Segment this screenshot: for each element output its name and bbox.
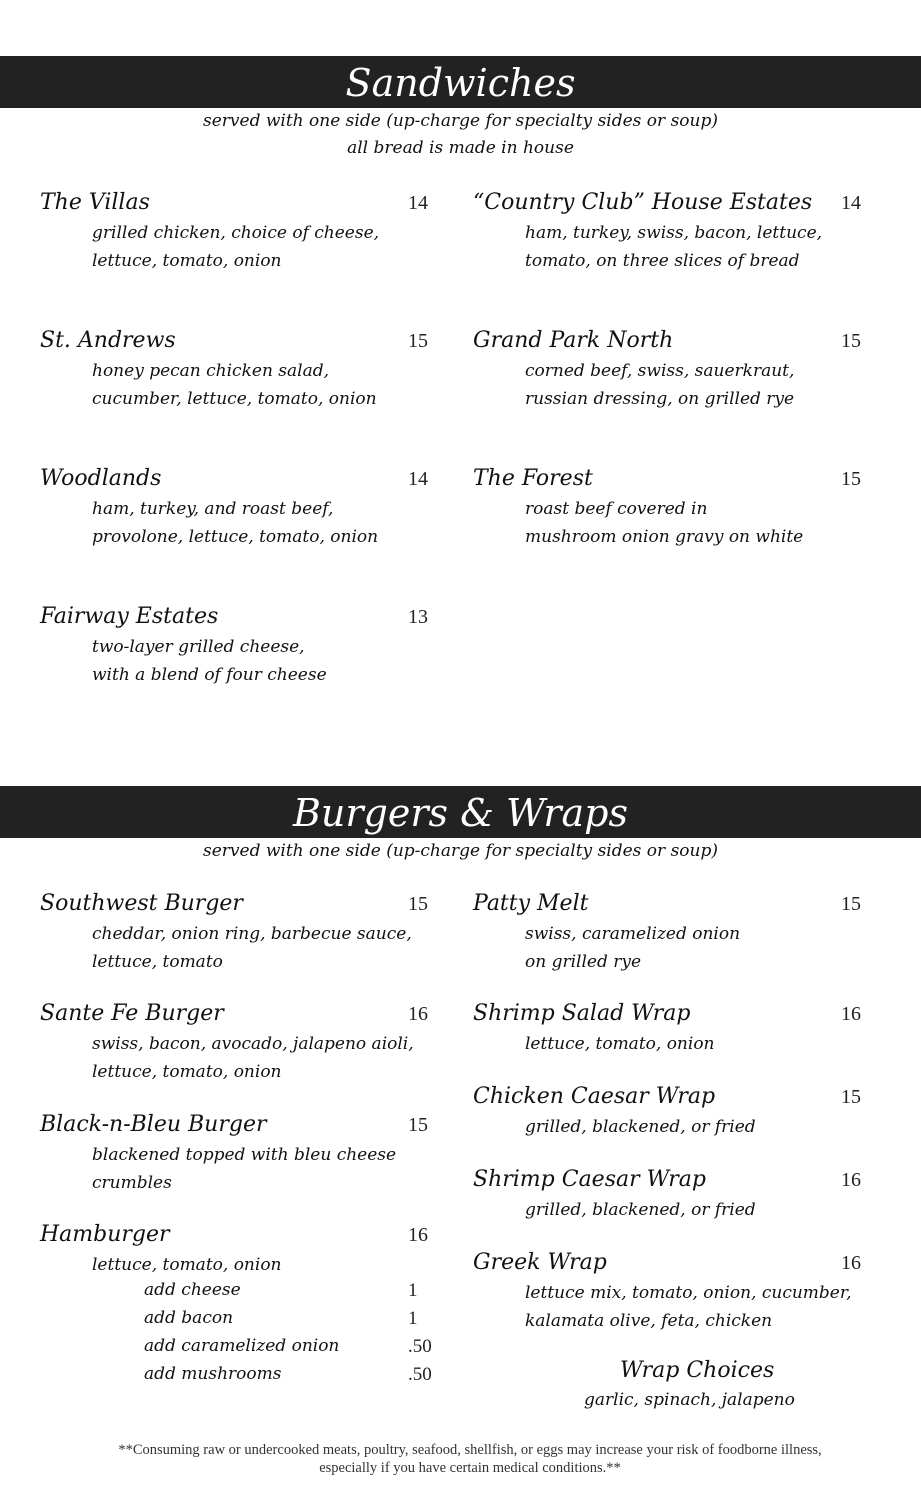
- sandwiches-title: Sandwiches: [345, 61, 576, 105]
- item-desc-line: on grilled rye: [525, 952, 642, 972]
- item-description: [92, 495, 378, 551]
- item-name: The Forest: [473, 466, 593, 491]
- item-description: [525, 357, 794, 413]
- item-name: Chicken Caesar Wrap: [473, 1084, 716, 1109]
- item-desc-line: lettuce mix, tomato, onion, cucumber,: [525, 1283, 852, 1303]
- item-description: [525, 219, 822, 275]
- item-desc-line: two-layer grilled cheese,: [92, 637, 305, 657]
- item-price: 15: [841, 330, 861, 352]
- item-price: 14: [408, 468, 428, 490]
- item-name: Southwest Burger: [40, 891, 243, 916]
- item-price: 15: [841, 893, 861, 915]
- addon-label: add caramelized onion: [144, 1336, 340, 1356]
- item-desc-line: tomato, on three slices of bread: [525, 251, 800, 271]
- wrap-choices-title: Wrap Choices: [620, 1358, 775, 1383]
- item-description: [92, 357, 377, 413]
- item-desc-line: ham, turkey, swiss, bacon, lettuce,: [525, 223, 823, 243]
- item-name: Patty Melt: [473, 891, 589, 916]
- item-name: Greek Wrap: [473, 1250, 607, 1275]
- item-description: [92, 219, 379, 275]
- item-name: Grand Park North: [473, 328, 674, 353]
- item-description: [525, 1030, 715, 1058]
- item-name: Black-n-Bleu Burger: [40, 1112, 267, 1137]
- item-name: Hamburger: [40, 1222, 170, 1247]
- food-safety-disclaimer: [40, 1441, 900, 1477]
- item-description: [92, 920, 412, 976]
- item-desc-line: swiss, caramelized onion: [525, 924, 741, 944]
- item-desc-line: with a blend of four cheese: [92, 665, 327, 685]
- item-desc-line: cucumber, lettuce, tomato, onion: [92, 389, 377, 409]
- item-desc-line: swiss, bacon, avocado, jalapeno aioli,: [92, 1034, 414, 1054]
- item-name: The Villas: [40, 190, 150, 215]
- item-desc-line: lettuce, tomato, onion: [92, 251, 282, 271]
- item-desc-line: grilled chicken, choice of cheese,: [92, 223, 380, 243]
- item-price: 14: [841, 192, 861, 214]
- item-name: Shrimp Salad Wrap: [473, 1001, 691, 1026]
- item-price: 16: [841, 1252, 861, 1274]
- item-name: St. Andrews: [40, 328, 176, 353]
- item-price: 15: [408, 893, 428, 915]
- addon-label: add mushrooms: [144, 1364, 282, 1384]
- addon-price: 1: [408, 1280, 418, 1301]
- item-price: 16: [408, 1003, 428, 1025]
- item-name: “Country Club” House Estates: [473, 190, 813, 215]
- item-price: 15: [841, 468, 861, 490]
- item-desc-line: kalamata olive, feta, chicken: [525, 1311, 773, 1331]
- item-name: Fairway Estates: [40, 604, 219, 629]
- item-price: 13: [408, 606, 428, 628]
- addon-label: add bacon: [144, 1308, 234, 1328]
- item-desc-line: blackened topped with bleu cheese: [92, 1145, 397, 1165]
- item-desc-line: grilled, blackened, or fried: [525, 1117, 756, 1137]
- item-desc-line: lettuce, tomato: [92, 952, 223, 972]
- item-description: [92, 1141, 396, 1197]
- item-desc-line: honey pecan chicken salad,: [92, 361, 330, 381]
- item-description: [525, 495, 803, 551]
- item-description: [92, 1030, 414, 1086]
- item-desc-line: lettuce, tomato, onion: [525, 1034, 715, 1054]
- wrap-choices-text: garlic, spinach, jalapeno: [584, 1390, 795, 1410]
- item-desc-line: grilled, blackened, or fried: [525, 1200, 756, 1220]
- item-name: Shrimp Caesar Wrap: [473, 1167, 706, 1192]
- item-description: [525, 920, 740, 976]
- item-desc-line: mushroom onion gravy on white: [525, 527, 804, 547]
- item-desc-line: corned beef, swiss, sauerkraut,: [525, 361, 795, 381]
- item-description: [525, 1279, 852, 1335]
- item-name: Woodlands: [40, 466, 162, 491]
- item-description: [92, 633, 327, 689]
- item-desc-line: provolone, lettuce, tomato, onion: [92, 527, 379, 547]
- item-name: Sante Fe Burger: [40, 1001, 224, 1026]
- sandwiches-subtitle-bread: all bread is made in house: [347, 138, 574, 158]
- item-price: 15: [841, 1086, 861, 1108]
- disclaimer-line: **Consuming raw or undercooked meats, poultry, seafood, shellfish, or eggs may increase your risk of foodborne illness,: [118, 1442, 822, 1458]
- item-desc-line: lettuce, tomato, onion: [92, 1255, 282, 1275]
- item-price: 16: [408, 1224, 428, 1246]
- item-desc-line: roast beef covered in: [525, 499, 708, 519]
- item-price: 15: [408, 1114, 428, 1136]
- item-price: 16: [841, 1169, 861, 1191]
- item-desc-line: russian dressing, on grilled rye: [525, 389, 795, 409]
- sandwiches-subtitle: served with one side (up-charge for specialty sides or soup): [203, 111, 718, 131]
- item-desc-line: ham, turkey, and roast beef,: [92, 499, 334, 519]
- addon-label: add cheese: [144, 1280, 241, 1300]
- addon-price: .50: [408, 1364, 432, 1385]
- item-description: [92, 1251, 282, 1279]
- burgers-wraps-title: Burgers & Wraps: [292, 791, 629, 835]
- addon-price: 1: [408, 1308, 418, 1329]
- item-desc-line: lettuce, tomato, onion: [92, 1062, 282, 1082]
- item-desc-line: cheddar, onion ring, barbecue sauce,: [92, 924, 412, 944]
- item-price: 16: [841, 1003, 861, 1025]
- item-description: [525, 1113, 756, 1141]
- addon-price: .50: [408, 1336, 432, 1357]
- burgers-wraps-subtitle: served with one side (up-charge for specialty sides or soup): [203, 841, 718, 861]
- item-price: 14: [408, 192, 428, 214]
- item-price: 15: [408, 330, 428, 352]
- item-desc-line: crumbles: [92, 1173, 172, 1193]
- disclaimer-line: especially if you have certain medical conditions.**: [319, 1460, 621, 1476]
- item-description: [525, 1196, 756, 1224]
